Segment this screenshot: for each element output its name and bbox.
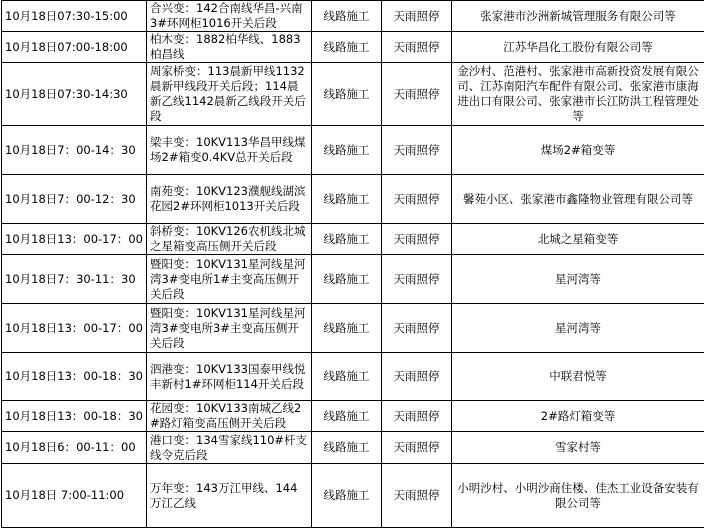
outage-reason: 线路施工 [312,255,382,304]
outage-time: 10月18日13：00-18：30 [2,401,147,432]
outage-reason: 线路施工 [312,401,382,432]
outage-condition: 天雨照停 [382,353,452,401]
outage-reason: 线路施工 [312,304,382,353]
outage-condition: 天雨照停 [382,255,452,304]
outage-condition: 天雨照停 [382,32,452,63]
outage-equipment: 合兴变：142合南线华昌-兴南3#环网柜1016开关后段 [147,1,312,32]
outage-equipment: 梁丰变：10KV113华昌甲线煤场2#箱变0.4KV总开关后段 [147,126,312,175]
outage-area: 江苏华昌化工股份有限公司等 [452,32,704,63]
table-row [2,464,704,528]
table-row [2,175,704,224]
table-row [2,353,704,401]
outage-equipment: 暨阳变：10KV131星河线星河湾3#变电所1#主变高压侧开关后段 [147,255,312,304]
table-row [2,224,704,255]
outage-condition: 天雨照停 [382,175,452,224]
table-row [2,1,704,32]
table-row [2,304,704,353]
outage-area: 星河湾等 [452,255,704,304]
table-row [2,126,704,175]
outage-area: 北城之星箱变等 [452,224,704,255]
outage-table-body [2,1,704,528]
outage-time: 10月18日13：00-18：30 [2,353,147,401]
outage-area: 2#路灯箱变等 [452,401,704,432]
outage-reason: 线路施工 [312,464,382,528]
outage-equipment: 暨阳变：10KV131星河线星河湾3#变电所3#主变高压侧开关后段 [147,304,312,353]
outage-reason: 线路施工 [312,1,382,32]
outage-condition: 天雨照停 [382,401,452,432]
outage-time: 10月18日6：00-11：00 [2,432,147,464]
outage-time: 10月18日07:30-14:30 [2,63,147,126]
outage-reason: 线路施工 [312,63,382,126]
outage-equipment: 斜桥变：10KV126农机线北城之星箱变高压侧开关后段 [147,224,312,255]
outage-equipment: 周家桥变：113晨新甲线1132晨新甲线段开关后段；114晨新乙线1142晨新乙线段开关后段 [147,63,312,126]
outage-area: 小明沙村、小明沙商住楼、佳杰工业设备安装有限公司等 [452,464,704,528]
outage-area: 张家港市沙洲新城管理服务有限公司等 [452,1,704,32]
outage-reason: 线路施工 [312,32,382,63]
outage-equipment: 花园变：10KV133南城乙线2#路灯箱变高压侧开关后段 [147,401,312,432]
outage-table [1,0,704,528]
outage-equipment: 南苑变：10KV123濮舰线湖滨花园2#环网柜1013开关后段 [147,175,312,224]
outage-time: 10月18日13：00-17：00 [2,304,147,353]
outage-condition: 天雨照停 [382,464,452,528]
outage-time: 10月18日7：30-11：30 [2,255,147,304]
table-row [2,63,704,126]
outage-area: 煤场2#箱变等 [452,126,704,175]
outage-reason: 线路施工 [312,224,382,255]
outage-time: 10月18日07:30-15:00 [2,1,147,32]
outage-condition: 天雨照停 [382,432,452,464]
outage-reason: 线路施工 [312,432,382,464]
outage-area: 雪家村等 [452,432,704,464]
outage-reason: 线路施工 [312,175,382,224]
outage-area: 中联君悦等 [452,353,704,401]
outage-condition: 天雨照停 [382,63,452,126]
outage-time: 10月18日7：00-12：30 [2,175,147,224]
outage-equipment: 泗港变：10KV133国泰甲线悦丰新村1#环网柜114开关后段 [147,353,312,401]
outage-condition: 天雨照停 [382,304,452,353]
outage-equipment: 港口变：134雪家线110#杆支线令克后段 [147,432,312,464]
outage-reason: 线路施工 [312,353,382,401]
outage-condition: 天雨照停 [382,224,452,255]
outage-condition: 天雨照停 [382,126,452,175]
outage-equipment: 柏木变：1882柏华线、1883柏昌线 [147,32,312,63]
outage-time: 10月18日07:00-18:00 [2,32,147,63]
outage-area: 馨苑小区、张家港市鑫隆物业管理有限公司等 [452,175,704,224]
outage-time: 10月18日13：00-17：00 [2,224,147,255]
table-row [2,255,704,304]
outage-area: 金沙村、范港村、张家港市高新投资发展有限公司、江苏南阳汽车配件有限公司、张家港市康海进出口有限公司、张家港市长江防洪工程管理处等 [452,63,704,126]
table-row [2,432,704,464]
outage-reason: 线路施工 [312,126,382,175]
outage-equipment: 万年变：143万江甲线、144万江乙线 [147,464,312,528]
outage-time: 10月18日7：00-14：30 [2,126,147,175]
table-row [2,32,704,63]
outage-time: 10月18日 7:00-11:00 [2,464,147,528]
table-row [2,401,704,432]
outage-area: 星河湾等 [452,304,704,353]
outage-condition: 天雨照停 [382,1,452,32]
